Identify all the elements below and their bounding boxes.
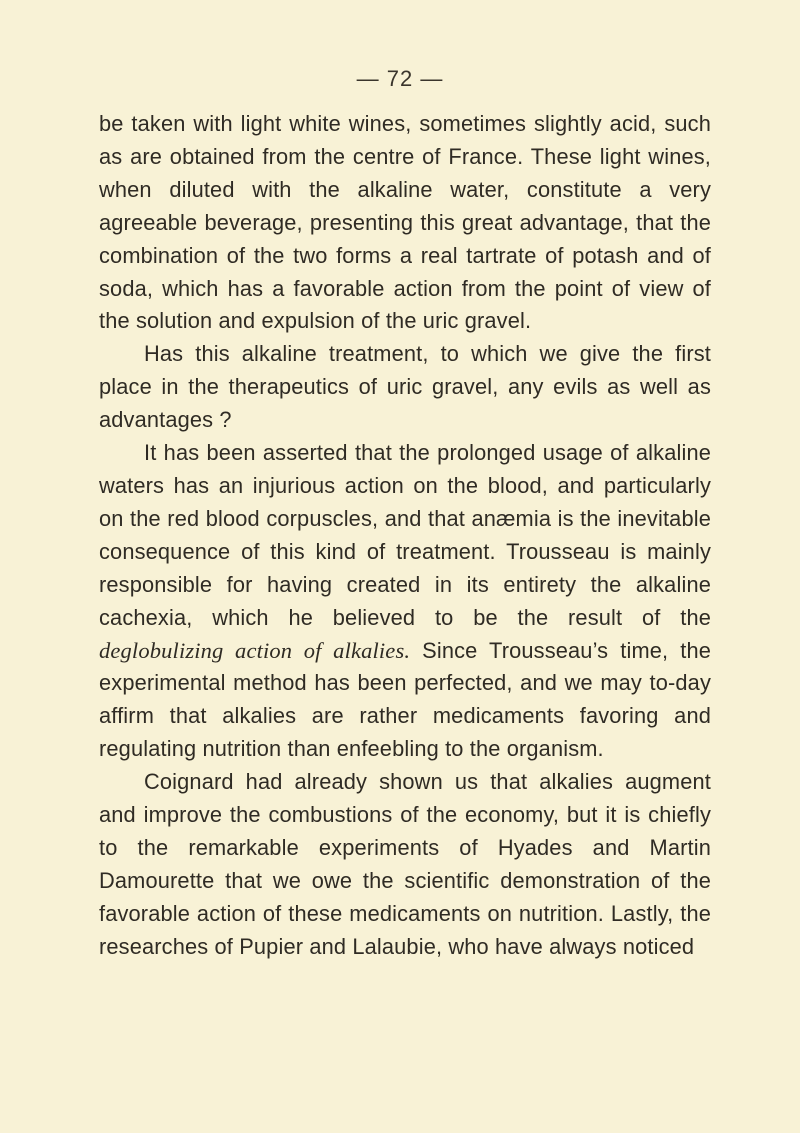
italic-phrase: deglobulizing action of alkalies. — [99, 637, 411, 663]
paragraph-3-text-start: It has been asserted that the prolonged usage of alkaline waters has an injurious action on the blood, and particularly on the red blood corpuscles, and that anæmia is the inevitable consequence of this kind of treatment. Trousseau is mainly responsible for having created in its entirety the alkaline cachexia, which he believed to be the result of the — [99, 440, 711, 630]
page-number: — 72 — — [356, 66, 444, 91]
body-text — [99, 108, 711, 964]
paragraph-4: Coignard had already shown us that alkalies augment and improve the combustions of the economy, but it is chiefly to the remarkable experiments of Hyades and Martin Damourette that we owe the scientific demonstration of the favorable action of these medicaments on nutrition. Lastly, the researches of Pupier and Lalaubie, who have always noticed — [99, 769, 711, 959]
paragraph-1: be taken with light white wines, sometimes slightly acid, such as are obtained from the centre of France. These light wines, when diluted with the alkaline water, constitute a very agreeable beverage, presenting this great advantage, that the combination of the two forms a real tartrate of potash and of soda, which has a favorable action from the point of view of the solution and expulsion of the uric gravel. — [99, 111, 711, 334]
paragraph-3 — [99, 437, 711, 766]
paragraph-3-text-end: Since Trousseau’s time, the experimental method has been perfected, and we may to-day affirm that alkalies are rather medicaments favoring and regulating nutrition than enfeebling to the organism. — [99, 637, 712, 762]
paragraph-2: Has this alkaline treatment, to which we give the first place in the therapeutics of uric gravel, any evils as well as advantages ? — [99, 341, 711, 433]
